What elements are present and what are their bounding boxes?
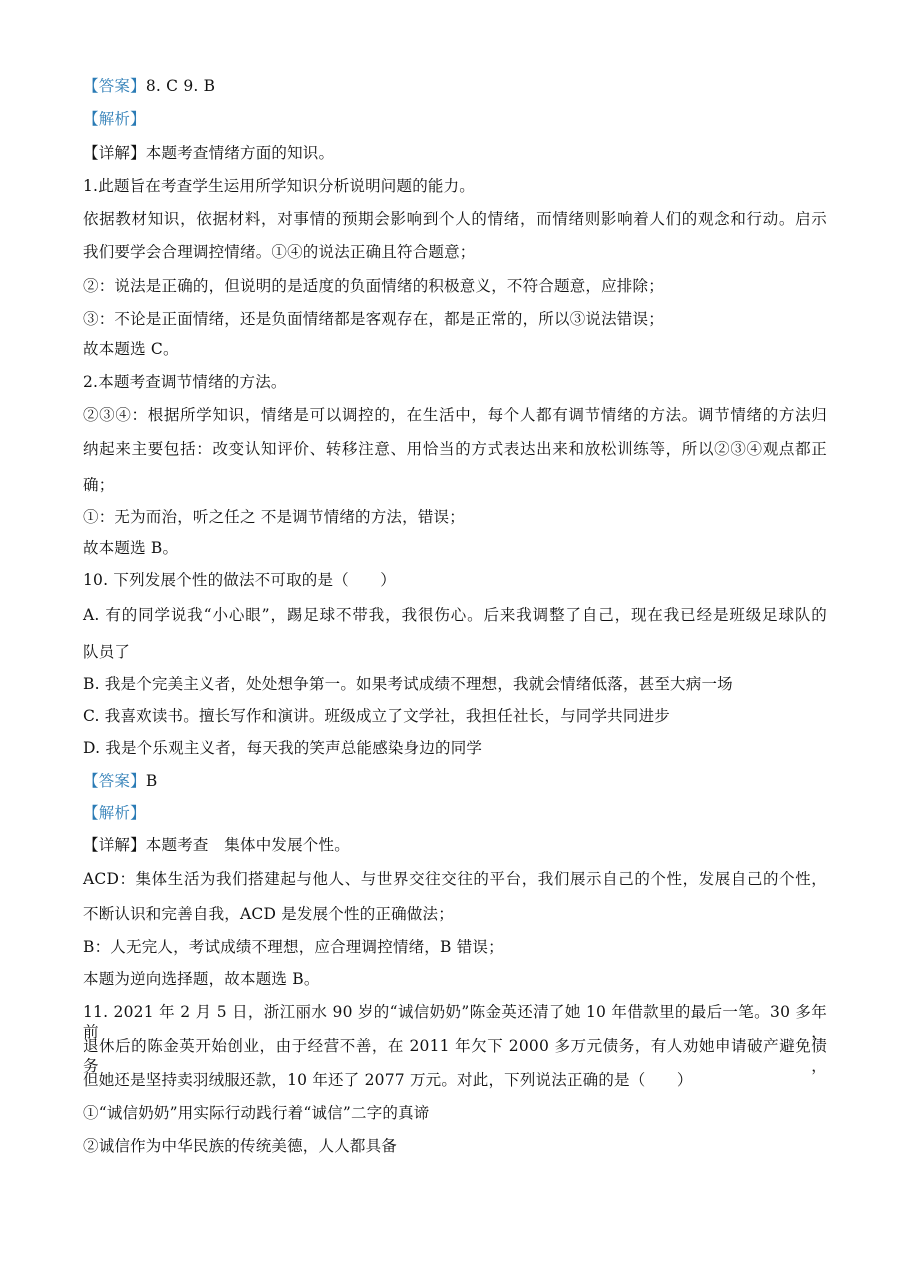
question-11-stem: 11. 2021 年 2 月 5 日，浙江丽水 90 岁的“诚信奶奶”陈金英还清了她 10 年借款里的最后一笔。30 多年前，: [83, 1003, 827, 1041]
paragraph-line: ACD：集体生活为我们搭建起与他人、与世界交往交往的平台，我们展示自己的个性，发展自己的个性，: [83, 870, 827, 888]
option-d: D. 我是个乐观主义者，每天我的笑声总能感染身边的同学: [83, 739, 483, 757]
conclusion-line: 故本题选 C。: [83, 340, 179, 358]
answer-text: B: [145, 772, 158, 790]
statement-2: ②诚信作为中华民族的传统美德，人人都具备: [83, 1137, 398, 1155]
analysis-heading: [83, 109, 146, 129]
paragraph-line: 确；: [83, 476, 115, 494]
conclusion-line: 本题为逆向选择题，故本题选 B。: [83, 970, 320, 988]
analysis-tag: 【解析】: [83, 110, 146, 128]
paragraph-line: ③：不论是正面情绪，还是负面情绪都是客观存在，都是正常的，所以③说法错误；: [83, 310, 664, 328]
question-9-intro: 2.本题考查调节情绪的方法。: [83, 373, 287, 391]
answer-tag: 【答案】: [83, 77, 146, 95]
statement-1: ①“诚信奶奶”用实际行动践行着“诚信”二字的真谛: [83, 1104, 430, 1122]
detail-line: 【详解】本题考查 集体中发展个性。: [83, 836, 350, 854]
analysis-heading: [83, 803, 146, 823]
answer-line-10: [83, 771, 157, 791]
paragraph-line: 不断认识和完善自我，ACD 是发展个性的正确做法；: [83, 905, 454, 923]
paragraph-line: 依据教材知识，依据材料，对事情的预期会影响到个人的情绪，而情绪则影响着人们的观念和行动。启示: [83, 210, 827, 228]
paragraph-line: 我们要学会合理调控情绪。①④的说法正确且符合题意；: [83, 243, 476, 261]
conclusion-line: 故本题选 B。: [83, 539, 179, 557]
answer-tag: 【答案】: [83, 772, 146, 790]
question-11-stem: 但她还是坚持卖羽绒服还款，10 年还了 2077 万元。对此，下列说法正确的是（ ）: [83, 1071, 693, 1089]
paragraph-line: ①：无为而治，听之任之 不是调节情绪的方法，错误；: [83, 508, 465, 526]
analysis-tag: 【解析】: [83, 804, 146, 822]
question-10-stem: 10. 下列发展个性的做法不可取的是（ ）: [83, 571, 396, 589]
option-a-continued: 队员了: [83, 643, 131, 661]
question-8-intro: 1.此题旨在考查学生运用所学知识分析说明问题的能力。: [83, 177, 475, 195]
answer-text: 8. C 9. B: [145, 77, 216, 95]
detail-line: 【详解】本题考查情绪方面的知识。: [83, 144, 335, 162]
option-b: B. 我是个完美主义者，处处想争第一。如果考试成绩不理想，我就会情绪低落，甚至大病一场: [83, 675, 733, 693]
answer-line-8-9: [83, 76, 215, 96]
paragraph-line: B：人无完人，考试成绩不理想，应合理调控情绪，B 错误；: [83, 938, 504, 956]
paragraph-line: 纳起来主要包括：改变认知评价、转移注意、用恰当的方式表达出来和放松训练等，所以②③④观点都正: [83, 440, 827, 458]
question-11-stem: 退休后的陈金英开始创业，由于经营不善，在 2011 年欠下 2000 多万元债务，有人劝她申请破产避免债务，: [83, 1037, 827, 1075]
paragraph-line: ②③④：根据所学知识，情绪是可以调控的，在生活中，每个人都有调节情绪的方法。调节情绪的方法归: [83, 406, 827, 424]
paragraph-line: ②：说法是正确的，但说明的是适度的负面情绪的积极意义，不符合题意，应排除；: [83, 277, 664, 295]
option-c: C. 我喜欢读书。擅长写作和演讲。班级成立了文学社，我担任社长，与同学共同进步: [83, 707, 670, 725]
option-a: A. 有的同学说我“小心眼”，踢足球不带我，我很伤心。后来我调整了自己，现在我已经是班级足球队的: [83, 606, 827, 624]
